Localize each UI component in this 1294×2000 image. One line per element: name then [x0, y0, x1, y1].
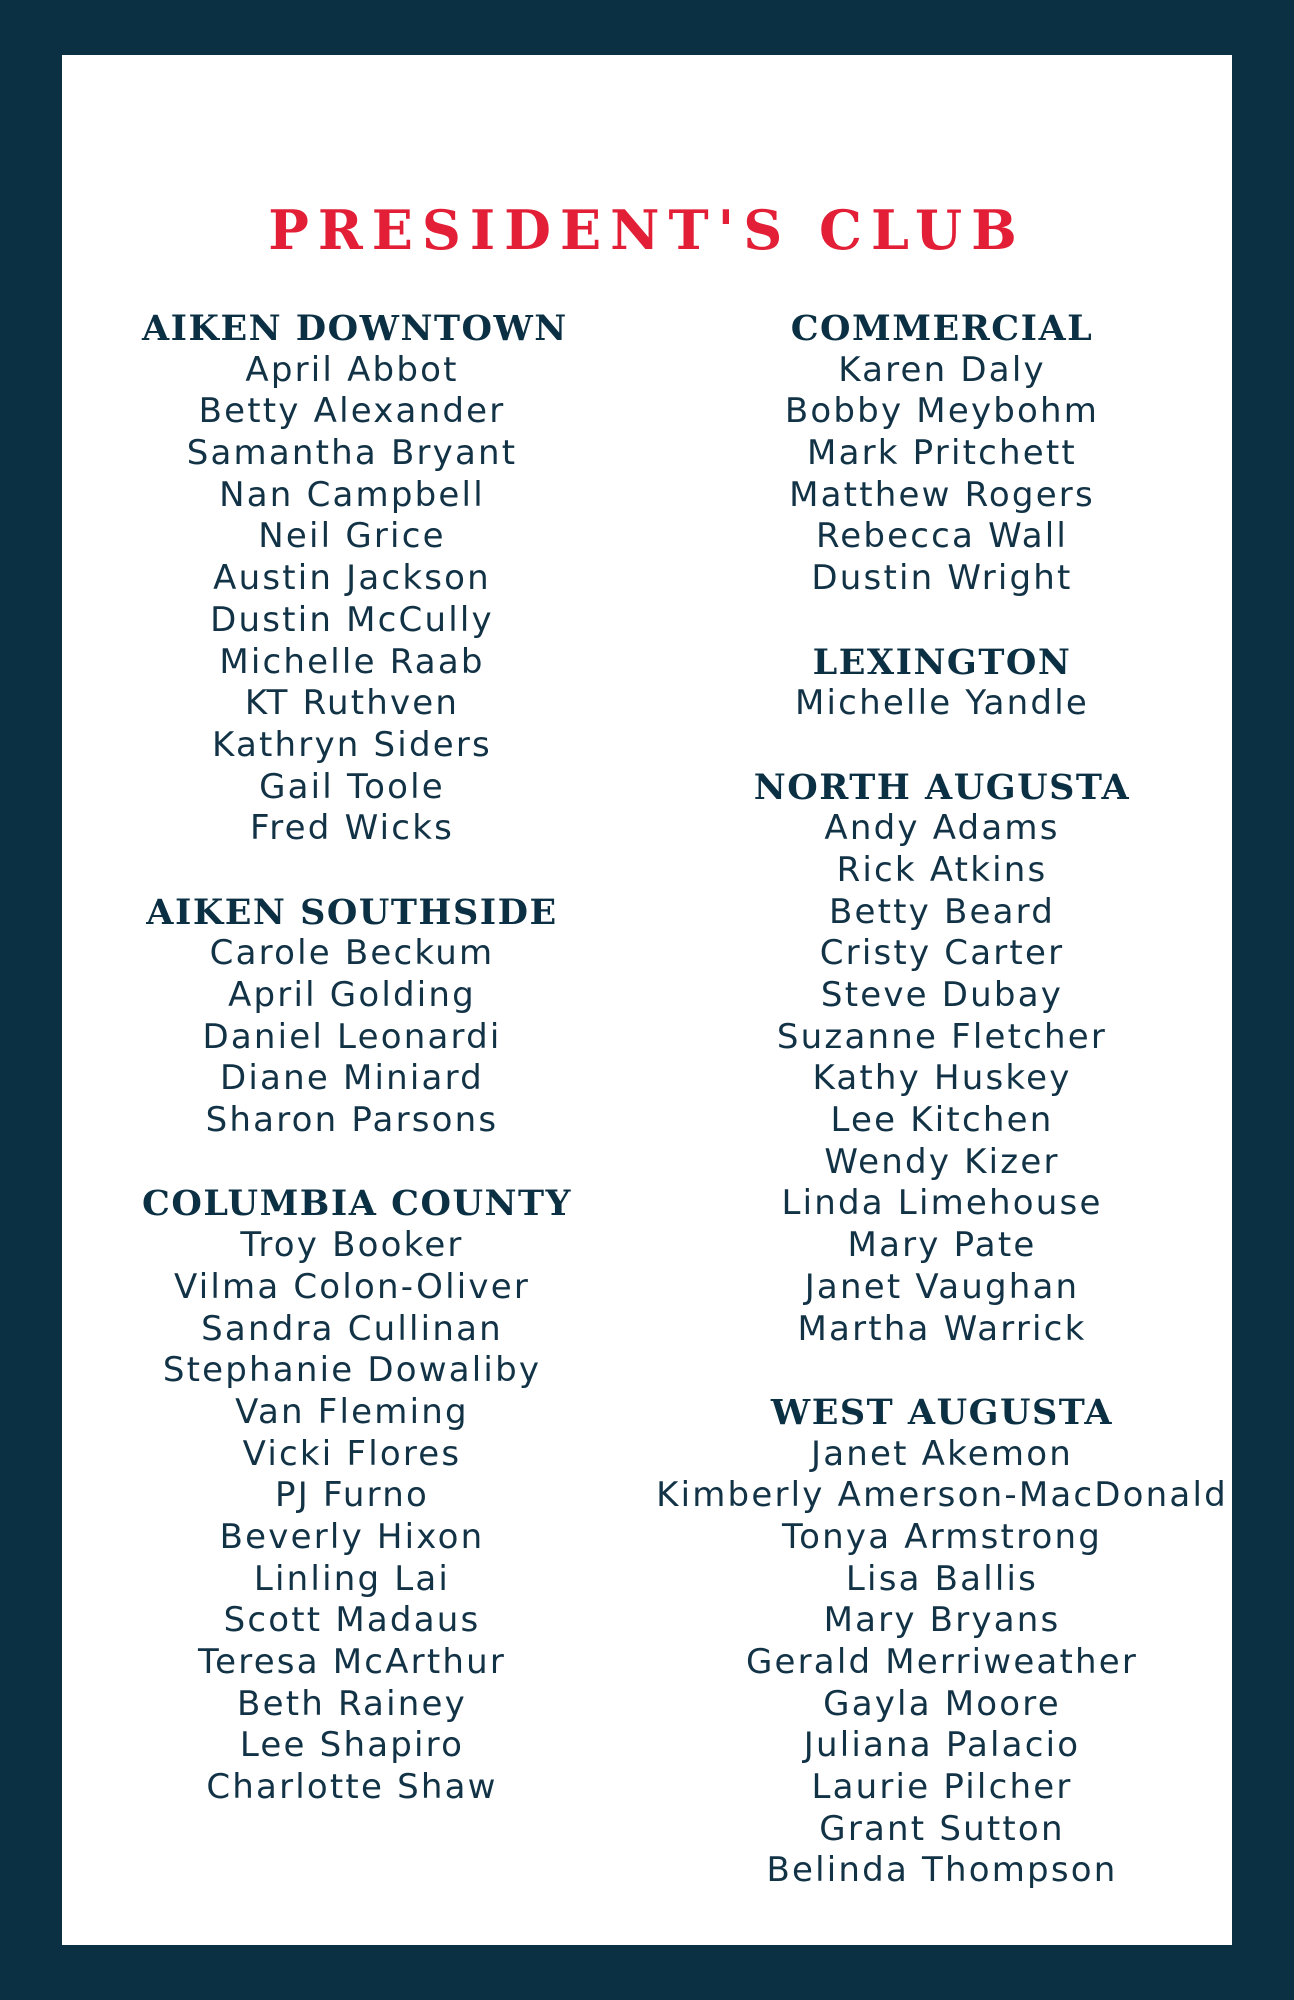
member-name: Vilma Colon-Oliver	[174, 1266, 530, 1307]
member-name: Beverly Hixon	[219, 1516, 485, 1557]
member-name: Van Fleming	[235, 1391, 469, 1432]
member-name: Suzanne Fletcher	[776, 1016, 1108, 1057]
page-title: PRESIDENT'S CLUB	[268, 198, 1026, 262]
member-name: Janet Akemon	[811, 1433, 1073, 1474]
member-name: Diane Miniard	[220, 1058, 484, 1099]
member-name: Juliana Palacio	[803, 1725, 1081, 1766]
section-heading: COMMERCIAL	[790, 308, 1094, 349]
member-name: Kimberly Amerson-MacDonald	[656, 1475, 1228, 1516]
section-lexington	[632, 642, 1252, 725]
member-name: Bobby Meybohm	[784, 391, 1100, 432]
section-north-augusta	[632, 767, 1252, 1351]
section-columbia-county	[142, 1183, 572, 1808]
member-name: Dustin McCully	[210, 599, 494, 640]
member-name: April Abbot	[245, 349, 459, 390]
member-name: Laurie Pilcher	[811, 1767, 1073, 1808]
member-name: Kathryn Siders	[212, 724, 492, 765]
section-west-augusta	[632, 1392, 1252, 1892]
member-name: Karen Daly	[838, 349, 1046, 390]
member-name: Charlotte Shaw	[206, 1767, 498, 1808]
member-name: Beth Rainey	[237, 1683, 467, 1724]
member-name: Martha Warrick	[797, 1308, 1087, 1349]
member-name: Troy Booker	[240, 1225, 464, 1266]
member-name: Teresa McArthur	[197, 1642, 507, 1682]
member-name: Tonya Armstrong	[781, 1516, 1103, 1557]
member-name: Sharon Parsons	[205, 1100, 499, 1141]
member-name: Belinda Thompson	[766, 1850, 1118, 1891]
section-heading: COLUMBIA COUNTY	[142, 1183, 572, 1225]
member-name: Nan Campbell	[219, 474, 485, 515]
section-aiken-southside	[142, 892, 562, 1142]
member-name: Mark Pritchett	[807, 433, 1077, 474]
member-name: Lee Shapiro	[239, 1725, 465, 1766]
member-name: Vicki Flores	[242, 1433, 462, 1474]
member-name: Gail Toole	[259, 766, 445, 807]
member-name: Grant Sutton	[819, 1808, 1065, 1849]
member-name: Mary Pate	[847, 1225, 1037, 1266]
member-name: KT Ruthven	[244, 683, 460, 724]
section-heading: AIKEN DOWNTOWN	[142, 308, 568, 349]
section-heading: NORTH AUGUSTA	[753, 766, 1131, 808]
member-name: Wendy Kizer	[824, 1141, 1060, 1182]
member-name: Linling Lai	[253, 1558, 451, 1599]
member-name: Sandra Cullinan	[201, 1308, 503, 1349]
name-list	[632, 350, 1252, 600]
name-list	[632, 683, 1252, 725]
member-name: Gayla Moore	[823, 1683, 1061, 1724]
member-name: Andy Adams	[824, 808, 1060, 849]
member-name: Cristy Carter	[819, 933, 1065, 974]
member-name: April Golding	[228, 975, 476, 1015]
member-name: Dustin Wright	[811, 558, 1073, 599]
section-heading: WEST AUGUSTA	[770, 1391, 1114, 1433]
club-card	[62, 55, 1232, 1945]
name-list	[632, 1434, 1252, 1893]
member-name: Linda Limehouse	[781, 1183, 1103, 1224]
member-name: Rebecca Wall	[815, 516, 1069, 557]
member-name: Gerald Merriweather	[745, 1642, 1139, 1682]
member-name: Michelle Yandle	[795, 683, 1089, 724]
name-list	[142, 933, 562, 1141]
member-name: Kathy Huskey	[812, 1058, 1072, 1099]
section-heading: LEXINGTON	[812, 641, 1072, 683]
member-name: Stephanie Dowaliby	[162, 1350, 542, 1391]
section-commercial	[632, 308, 1252, 600]
name-list	[632, 808, 1252, 1350]
member-name: Janet Vaughan	[804, 1266, 1080, 1307]
member-name: Matthew Rogers	[789, 474, 1095, 515]
section-aiken-downtown	[142, 308, 568, 850]
name-list	[142, 350, 562, 850]
member-name: Rick Atkins	[836, 849, 1048, 890]
member-name: Michelle Raab	[219, 641, 485, 682]
name-list	[142, 1225, 562, 1809]
member-name: Lisa Ballis	[845, 1558, 1039, 1599]
member-name: Neil Grice	[258, 516, 446, 557]
member-name: Mary Bryans	[823, 1600, 1061, 1641]
left-column	[142, 308, 572, 1850]
member-name: Betty Beard	[828, 891, 1056, 932]
member-name: Daniel Leonardi	[202, 1016, 502, 1057]
member-name: Carole Beckum	[209, 933, 495, 974]
member-name: Scott Madaus	[223, 1600, 481, 1641]
section-heading: AIKEN SOUTHSIDE	[146, 891, 558, 933]
member-name: Lee Kitchen	[830, 1100, 1054, 1141]
member-name: Austin Jackson	[213, 558, 491, 599]
right-column	[632, 308, 1252, 1934]
member-name: Samantha Bryant	[186, 433, 518, 474]
member-name: Steve Dubay	[820, 975, 1064, 1015]
member-name: Betty Alexander	[198, 391, 506, 432]
member-name: Fred Wicks	[249, 808, 455, 849]
member-name: PJ Furno	[275, 1475, 429, 1516]
